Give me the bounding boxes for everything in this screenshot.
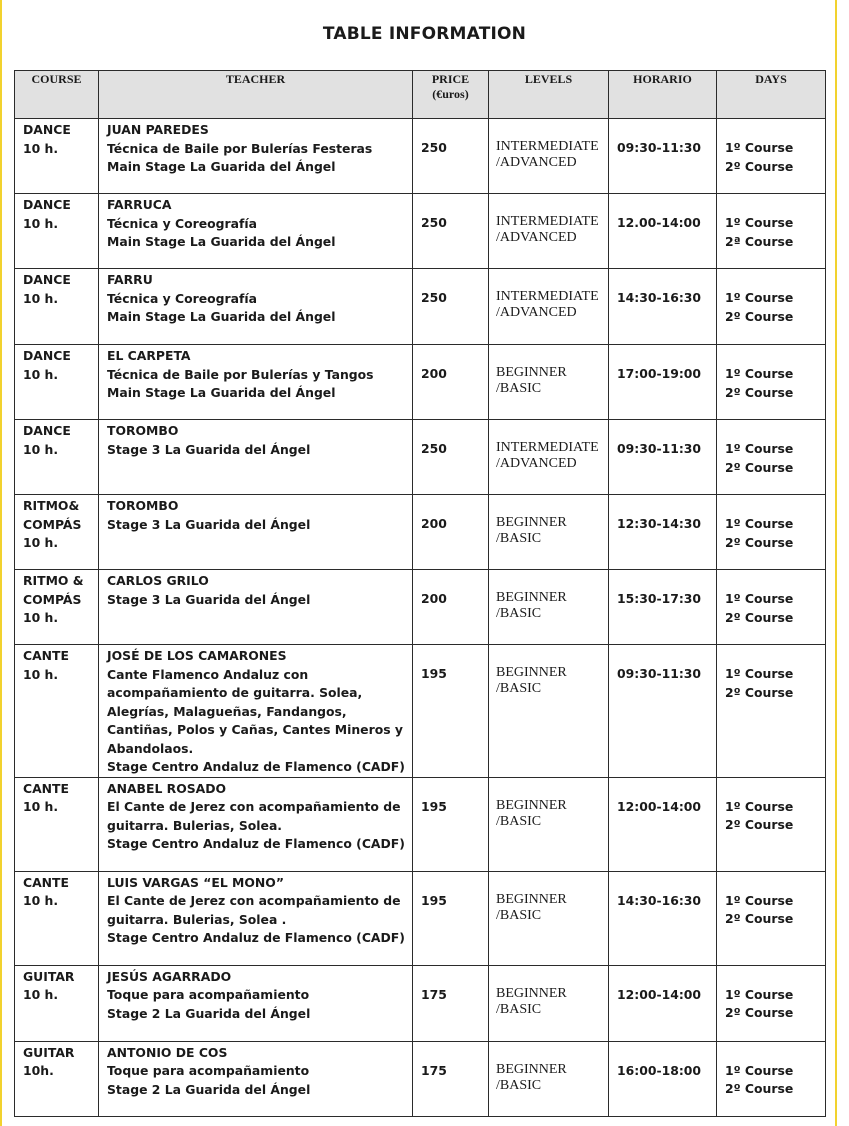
cell-levels [489,1041,609,1116]
cell-course [15,345,99,420]
stage-venue: Main Stage La Guarida del Ángel [107,159,336,174]
teacher-name: LUIS VARGAS “EL MONO” [107,874,284,890]
level-line1: BEGINNER [496,515,567,530]
cell-days [717,420,826,495]
cell-levels [489,495,609,570]
cell-levels [489,420,609,495]
course-name: RITMO& [23,498,80,513]
header-price-unit: (€uros) [432,87,469,101]
cell-levels [489,777,609,871]
cell-price [413,119,489,194]
course-description: Técnica y Coreografía [107,215,258,231]
level-line1: INTERMEDIATE [496,139,599,154]
course-description: Toque para acompañamiento [107,987,310,1002]
course-name: DANCE [23,197,71,212]
stage-venue: Stage 2 La Guarida del Ángel [107,1005,311,1021]
price-value: 250 [421,215,447,230]
course-description: Técnica de Baile por Bulerías Festeras [107,140,373,156]
cell-days [717,777,826,871]
cell-teacher [99,645,413,778]
cell-days [717,645,826,778]
header-days: DAYS [717,71,826,119]
cell-days [717,495,826,570]
teacher-name: FARRU [107,272,153,287]
level-line2: /BASIC [496,1001,542,1017]
cell-price [413,1041,489,1116]
teacher-name: ANABEL ROSADO [107,780,227,796]
time-slot: 09:30-11:30 [617,666,702,681]
price-value: 250 [421,441,447,456]
course-description: El Cante de Jerez con acompañamiento de guitarra. Bulerias, Solea . [107,893,401,927]
course-name-line2: COMPÁS [23,516,82,532]
time-slot: 14:30-16:30 [617,892,702,908]
cell-teacher [99,777,413,871]
table-row [15,777,826,871]
cell-levels [489,194,609,269]
day-course-2: 2º Course [725,534,794,550]
cell-teacher [99,420,413,495]
cell-levels [489,345,609,420]
price-value: 200 [421,516,447,531]
teacher-name: TOROMBO [107,498,179,513]
cell-teacher [99,345,413,420]
stage-venue: Stage 3 La Guarida del Ángel [107,441,311,457]
teacher-name: ANTONIO DE COS [107,1044,228,1060]
teacher-name: FARRUCA [107,197,172,212]
teacher-name: JOSÉ DE LOS CAMARONES [107,648,287,663]
cell-course [15,871,99,965]
day-course-2: 2º Course [725,308,794,324]
table-row [15,645,826,778]
day-course-2: 2º Course [725,459,794,475]
level-line1: INTERMEDIATE [496,214,599,229]
level-line1: BEGINNER [496,985,567,1001]
course-hours: 10 h. [23,290,59,306]
cell-horario [609,495,717,570]
page-border-right [835,0,837,1126]
teacher-name: CARLOS GRILO [107,573,209,588]
level-line2: /ADVANCED [496,230,577,245]
course-name: CANTE [23,874,69,890]
price-value: 175 [421,1062,447,1078]
course-hours: 10 h. [23,535,59,550]
level-line2: /ADVANCED [496,305,577,320]
day-course-1: 1º Course [725,290,794,305]
cell-teacher [99,570,413,645]
level-line1: BEGINNER [496,665,567,680]
day-course-2: 2º Course [725,609,794,625]
course-name: DANCE [23,122,71,137]
table-row [15,194,826,269]
price-value: 195 [421,892,447,908]
course-hours: 10 h. [23,893,59,908]
day-course-1: 1º Course [725,441,794,456]
cell-course [15,645,99,778]
course-hours: 10 h. [23,666,59,682]
course-hours: 10 h. [23,140,59,156]
cell-levels [489,269,609,345]
page-border-left [0,0,2,1126]
course-name: DANCE [23,423,71,438]
cell-levels [489,965,609,1041]
time-slot: 16:00-18:00 [617,1062,702,1078]
header-price [413,71,489,119]
price-value: 195 [421,666,447,681]
course-hours: 10 h. [23,799,59,814]
course-name-line2: COMPÁS [23,591,82,607]
day-course-1: 1º Course [725,215,794,230]
table-body [15,119,826,1117]
cell-horario [609,1041,717,1116]
price-value: 250 [421,290,447,305]
table-row [15,570,826,645]
day-course-2: 2º Course [725,1081,794,1096]
level-line2: /BASIC [496,606,542,621]
cell-course [15,495,99,570]
cell-teacher [99,119,413,194]
cell-price [413,965,489,1041]
cell-days [717,194,826,269]
teacher-name: EL CARPETA [107,348,191,363]
level-line1: BEGINNER [496,365,567,380]
course-name: CANTE [23,780,69,796]
level-line2: /BASIC [496,681,542,696]
level-line2: /BASIC [496,813,542,829]
course-description: Técnica de Baile por Bulerías y Tangos [107,366,374,382]
price-value: 175 [421,986,447,1002]
level-line2: /BASIC [496,1077,542,1093]
level-line2: /ADVANCED [496,155,577,170]
table-row [15,1041,826,1116]
price-value: 250 [421,140,447,155]
time-slot: 12:30-14:30 [617,516,702,531]
course-table [14,70,826,1117]
cell-horario [609,194,717,269]
price-value: 200 [421,591,447,606]
cell-horario [609,420,717,495]
cell-price [413,495,489,570]
day-course-2: 2º Course [725,684,794,700]
cell-course [15,420,99,495]
stage-venue: Main Stage La Guarida del Ángel [107,234,336,249]
cell-horario [609,345,717,420]
cell-teacher [99,1041,413,1116]
time-slot: 14:30-16:30 [617,290,702,305]
day-course-1: 1º Course [725,892,794,908]
course-name: RITMO & [23,573,84,588]
cell-horario [609,119,717,194]
cell-days [717,570,826,645]
stage-venue: Stage Centro Andaluz de Flamenco (CADF) [107,930,405,945]
course-description: Técnica y Coreografía [107,290,258,306]
cell-horario [609,269,717,345]
stage-venue: Stage 2 La Guarida del Ángel [107,1081,311,1097]
course-name: GUITAR [23,1044,75,1060]
cell-teacher [99,194,413,269]
cell-price [413,871,489,965]
cell-price [413,269,489,345]
cell-levels [489,645,609,778]
day-course-1: 1º Course [725,591,794,606]
course-hours: 10 h. [23,215,59,231]
time-slot: 12.00-14:00 [617,215,701,230]
cell-price [413,777,489,871]
day-course-1: 1º Course [725,140,794,155]
header-course: COURSE [15,71,99,119]
level-line2: /ADVANCED [496,456,577,471]
stage-venue: Stage Centro Andaluz de Flamenco (CADF) [107,759,405,774]
header-horario: HORARIO [609,71,717,119]
cell-levels [489,871,609,965]
level-line1: BEGINNER [496,797,567,813]
cell-horario [609,777,717,871]
cell-course [15,119,99,194]
level-line1: BEGINNER [496,891,567,907]
day-course-2: 2º Course [725,911,794,926]
table-row [15,119,826,194]
day-course-1: 1º Course [725,986,794,1002]
time-slot: 15:30-17:30 [617,591,702,606]
course-hours: 10 h. [23,987,59,1002]
price-value: 195 [421,798,447,814]
time-slot: 12:00-14:00 [617,986,702,1002]
time-slot: 09:30-11:30 [617,441,702,456]
cell-days [717,119,826,194]
day-course-2: 2º Course [725,817,794,832]
cell-days [717,965,826,1041]
course-hours: 10 h. [23,610,59,625]
header-price-label: PRICE [431,72,470,86]
level-line1: BEGINNER [496,590,567,605]
page-title: TABLE INFORMATION [322,24,527,44]
cell-price [413,345,489,420]
price-value: 200 [421,366,447,381]
stage-venue: Main Stage La Guarida del Ángel [107,385,336,400]
time-slot: 12:00-14:00 [617,798,702,814]
table-row [15,345,826,420]
day-course-2: 2º Course [725,1005,794,1020]
course-name: DANCE [23,348,71,363]
level-line1: INTERMEDIATE [496,440,599,455]
table-row [15,871,826,965]
day-course-2: 2º Course [725,384,794,400]
stage-venue: Stage Centro Andaluz de Flamenco (CADF) [107,836,405,851]
cell-price [413,570,489,645]
course-description: Toque para acompañamiento [107,1063,310,1078]
table-header [15,71,826,119]
teacher-name: TOROMBO [107,423,179,438]
cell-price [413,645,489,778]
cell-course [15,269,99,345]
cell-course [15,777,99,871]
cell-course [15,194,99,269]
table-row [15,420,826,495]
day-course-1: 1º Course [725,366,794,381]
time-slot: 17:00-19:00 [617,366,702,381]
cell-days [717,871,826,965]
course-hours: 10 h. [23,366,59,382]
header-teacher: TEACHER [99,71,413,119]
cell-days [717,345,826,420]
cell-price [413,194,489,269]
course-description: Cante Flamenco Andaluz con acompañamiento de guitarra. Solea, Alegrías, Malagueñas, Fandangos, Cantiñas, Polos y Cañas, Cantes Mineros y Abandolaos. [107,666,403,756]
cell-course [15,1041,99,1116]
level-line1: INTERMEDIATE [496,289,599,304]
teacher-name: JESÚS AGARRADO [107,968,232,984]
course-description: El Cante de Jerez con acompañamiento de guitarra. Bulerias, Solea. [107,799,401,833]
cell-horario [609,645,717,778]
cell-horario [609,965,717,1041]
level-line2: /BASIC [496,907,542,923]
header-levels: LEVELS [489,71,609,119]
day-course-1: 1º Course [725,798,794,814]
course-name: CANTE [23,648,69,663]
cell-horario [609,871,717,965]
cell-teacher [99,965,413,1041]
level-line1: BEGINNER [496,1061,567,1077]
day-course-1: 1º Course [725,1062,794,1078]
day-course-1: 1º Course [725,516,794,531]
course-hours: 10h. [23,1063,54,1078]
stage-venue: Main Stage La Guarida del Ángel [107,309,336,324]
cell-course [15,965,99,1041]
stage-venue: Stage 3 La Guarida del Ángel [107,516,311,532]
day-course-1: 1º Course [725,666,794,681]
cell-course [15,570,99,645]
cell-price [413,420,489,495]
cell-teacher [99,495,413,570]
course-hours: 10 h. [23,441,59,457]
cell-days [717,1041,826,1116]
cell-levels [489,119,609,194]
level-line2: /BASIC [496,531,542,546]
cell-days [717,269,826,345]
cell-horario [609,570,717,645]
course-name: GUITAR [23,968,75,984]
table-row [15,269,826,345]
cell-levels [489,570,609,645]
day-course-2: 2ª Course [725,233,794,249]
table-row [15,495,826,570]
cell-teacher [99,269,413,345]
day-course-2: 2º Course [725,158,794,174]
teacher-name: JUAN PAREDES [107,122,209,137]
time-slot: 09:30-11:30 [617,140,702,155]
course-name: DANCE [23,272,71,287]
level-line2: /BASIC [496,381,542,396]
stage-venue: Stage 3 La Guarida del Ángel [107,591,311,607]
cell-teacher [99,871,413,965]
table-row [15,965,826,1041]
